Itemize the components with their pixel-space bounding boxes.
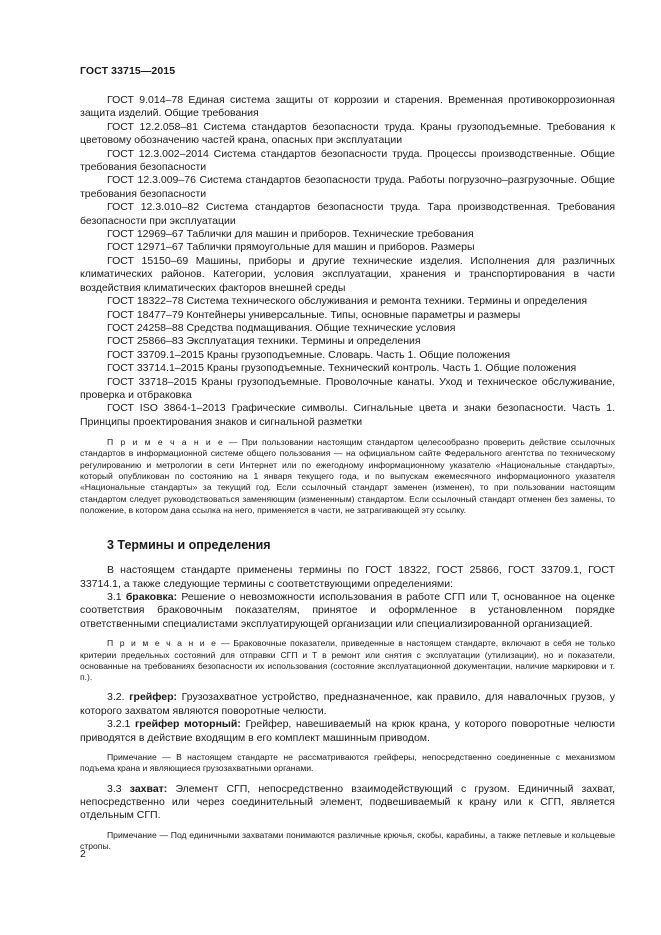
reference-item: ГОСТ 18477–79 Контейнеры универсальные. Типы, основные параметры и размеры	[107, 308, 521, 321]
note-label: П р и м е ч а н и е	[107, 638, 218, 649]
term-definition: Элемент СГП, непосредственно взаимодействующий с грузом. Единичный захват, непосредственно или через соединительный элемент, подвешиваемый к крану или к СГП, является отдельным СГП.	[80, 782, 615, 822]
reference-item: ГОСТ 12.3.002–2014 Система стандартов безопасности труда. Процессы производственные. Общие требования безопасности	[80, 147, 615, 174]
reference-item: ГОСТ ISO 3864-1–2013 Графические символы. Сигнальные цвета и знаки безопасности. Часть 1. Принципы проектирования знаков и сигнальной разметки	[80, 402, 615, 428]
page-content	[80, 94, 615, 852]
term-number: 3.3	[107, 782, 130, 795]
term-greifer	[80, 691, 615, 718]
term-zakhvat	[80, 783, 615, 823]
reference-item: ГОСТ 33714.1–2015 Краны грузоподъемные. Технический контроль. Часть 1. Общие положения	[107, 362, 577, 375]
note-label: П р и м е ч а н и е	[107, 437, 225, 448]
section-heading: 3 Термины и определения	[107, 538, 271, 553]
note-label: Примечание	[107, 752, 157, 763]
reference-item: ГОСТ 9.014–78 Единая система защиты от коррозии и старения. Временная противокоррозионная защита изделий. Общие требования	[80, 94, 615, 120]
references-list	[80, 94, 615, 429]
reference-item: ГОСТ 12.3.009–76 Система стандартов безопасности труда. Работы погрузочно–разгрузочные. Общие требования безопасности	[80, 174, 615, 200]
term-definition: Грузозахватное устройство, предназначенное, как правило, для навалочных грузов, у которого захватом являются поворотные челюсти.	[80, 691, 615, 717]
reference-item: ГОСТ 18322–78 Система технического обслуживания и ремонта техники. Термины и определения	[107, 295, 588, 308]
section-intro: В настоящем стандарте применены термины по ГОСТ 18322, ГОСТ 25866, ГОСТ 33709.1, ГОСТ 33714.1, а также следующие термины с соответствующими определениями:	[80, 564, 615, 590]
term-note	[80, 752, 615, 775]
term-name: грейфер:	[129, 691, 178, 704]
term-definition: Грейфер, навешиваемый на крюк крана, у которого поворотные челюсти приводятся в действие входящим в его комплект машинным приводом.	[80, 718, 615, 744]
note-text: — При пользовании настоящим стандартом целесообразно проверить действие ссылочных стандартов в информационной системе общего пользования — на официальном сайте Федерального агентства по техническому регулированию и метрологии в сети Интернет или по ежегодному информационному указателю «Национальные стандарты», который опубликован по состоянию на 1 января текущего года, и по выпускам ежемесячного информационного указателя «Национальные стандарты» за текущий год. Если ссылочный стандарт заменен (изменен), то при пользовании настоящим стандартом следует руководствоваться заменяющим (измененным) стандартом. Если ссылочный стандарт отменен без замены, то положение, в котором дана ссылка на него, применяется в части, не затрагивающей эту ссылку.	[80, 437, 616, 515]
reference-item: ГОСТ 33709.1–2015 Краны грузоподъемные. Словарь. Часть 1. Общие положения	[107, 348, 511, 361]
reference-item: ГОСТ 12969–67 Таблички для машин и приборов. Технические требования	[107, 228, 474, 241]
reference-item: ГОСТ 15150–69 Машины, приборы и другие технические изделия. Исполнения для различных климатических районов. Категории, условия эксплуатации, хранения и транспортирования в части воздействия климатических факторов внешней среды	[80, 254, 615, 294]
term-note	[80, 638, 615, 683]
page-number: 2	[80, 848, 86, 860]
document-header: ГОСТ 33715—2015	[80, 65, 176, 77]
term-note	[80, 830, 615, 853]
term-definition: Решение о невозможности использования в работе СГП или Т, основанное на оценке соответствия браковочным показателям, принятое и оформленное в установленном порядке ответственными специалистами эксплуатирующей организации или специализированной организацией.	[80, 591, 616, 630]
note-text: — Под единичными захватами понимаются различные крючья, скобы, карабины, а также петлевые и кольцевые стропы.	[80, 829, 615, 852]
term-name: грейфер моторный:	[134, 718, 241, 731]
reference-item: ГОСТ 12.2.058–81 Система стандартов безопасности труда. Краны грузоподъемные. Требования к цветовому обозначению частей крана, опасных при эксплуатации	[80, 120, 615, 147]
term-number: 3.2.1	[107, 718, 135, 731]
note-label: Примечание	[107, 829, 157, 840]
term-name: браковка:	[125, 591, 178, 604]
reference-item: ГОСТ 33718–2015 Краны грузоподъемные. Проволочные канаты. Уход и техническое обслуживание, проверка и отбраковка	[80, 375, 615, 401]
reference-item: ГОСТ 25866–83 Эксплуатация техники. Термины и определения	[107, 335, 421, 348]
term-brakovka	[80, 591, 615, 631]
note-text: — В настоящем стандарте не рассматриваются грейферы, непосредственно соединенные с механизмом подъема крана и являющиеся грузозахватными органами.	[80, 752, 615, 774]
reference-item: ГОСТ 24258–88 Средства подмащивания. Общие технические условия	[107, 321, 456, 334]
term-number: 3.1	[107, 591, 126, 604]
term-number: 3.2.	[107, 691, 130, 704]
term-name: захват:	[129, 782, 168, 795]
note-text: — Браковочные показатели, приведенные в настоящем стандарте, включают в себя не только критерии предельных состояний для отправки СГП и Т в ремонт или снятия с эксплуатации (утилизации), но и показатели, основанные на требованиях безопасности их использования (состояние эксплуатационной документации, наличие маркировки и т. п.).	[80, 638, 616, 683]
term-greifer-motorny	[80, 718, 615, 745]
reference-item: ГОСТ 12971–67 Таблички прямоугольные для машин и приборов. Размеры	[107, 241, 475, 254]
reference-item: ГОСТ 12.3.010–82 Система стандартов безопасности труда. Тара производственная. Требования безопасности при эксплуатации	[80, 201, 615, 227]
references-note	[80, 437, 615, 516]
